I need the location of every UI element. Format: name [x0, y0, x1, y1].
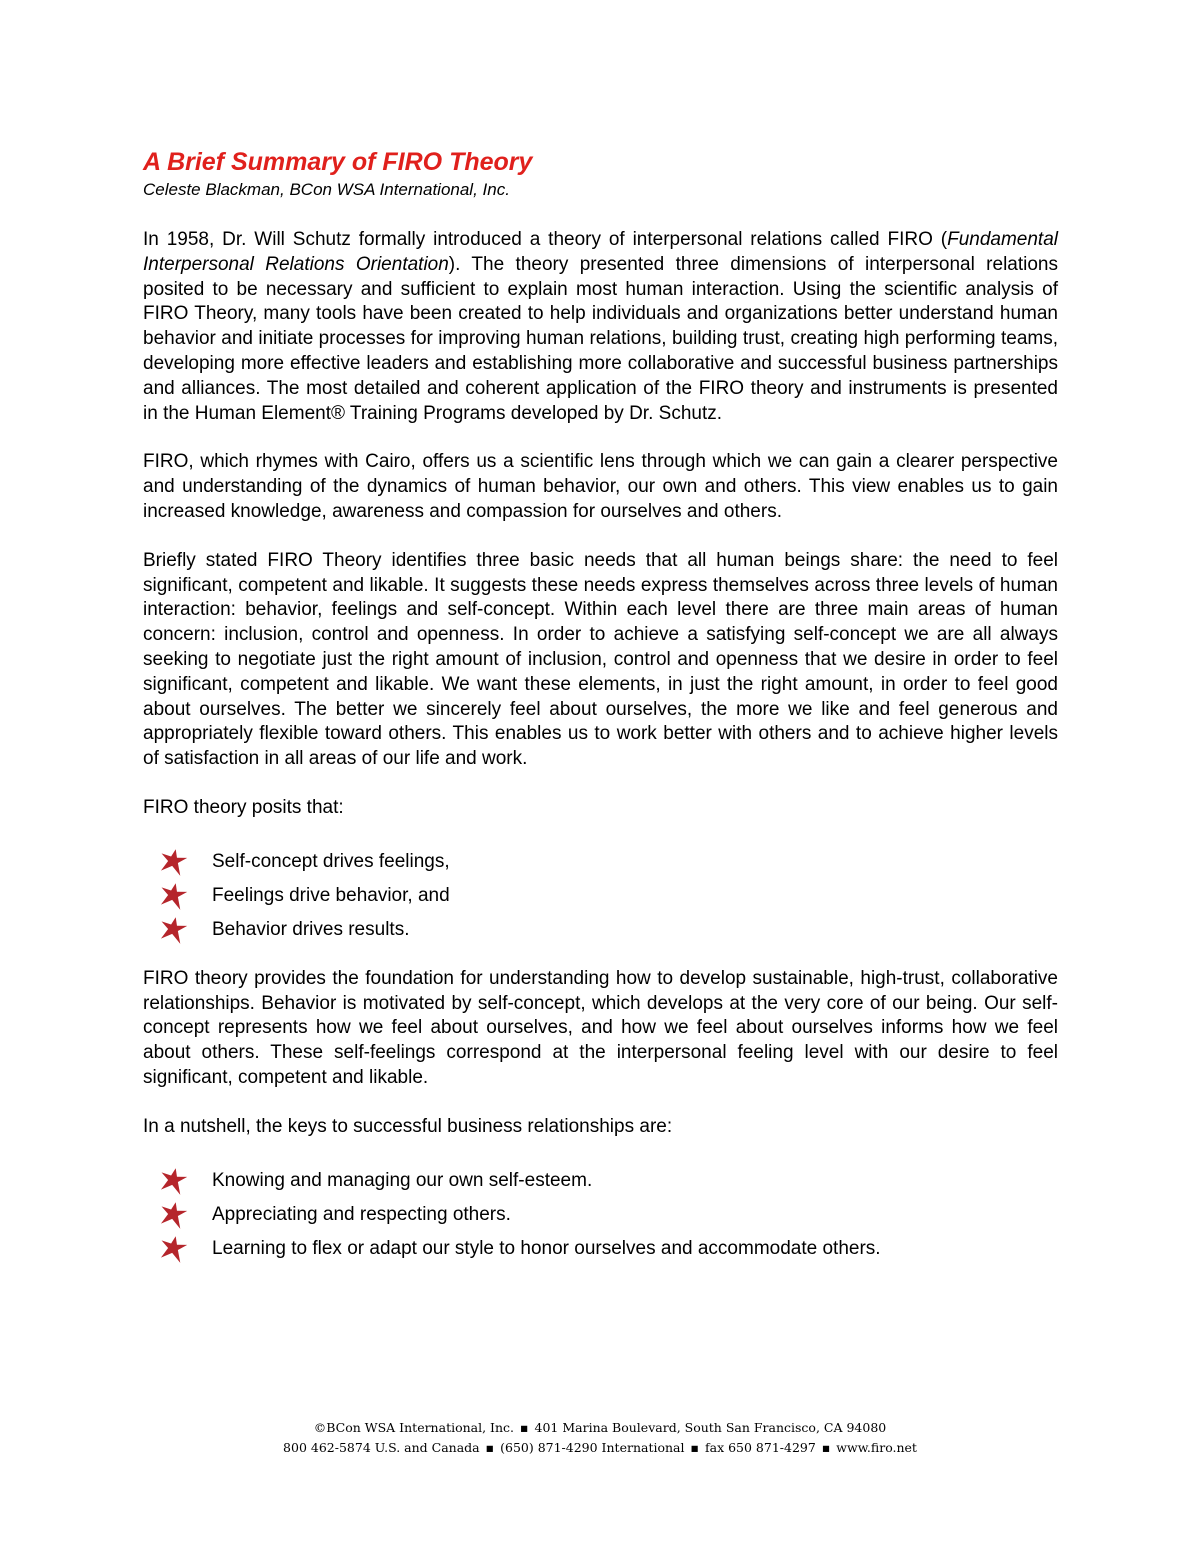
footer-phone-us: 800 462-5874 U.S. and Canada	[283, 1440, 480, 1455]
paragraph-intro-post: ). The theory presented three dimensions of interpersonal relations posited to be necessary and sufficient to explain most human interaction. Using the scientific analysis of FIRO Theory, many tools have been created to help individuals and organizations better understand human behavior and initiate processes for improving human relations, building trust, creating high performing teams, developing more effective leaders and establishing more collaborative and successful business partnerships and alliances. The most detailed and coherent application of the FIRO theory and instruments is presented in the Human Element® Training Programs developed by Dr. Schutz.	[143, 253, 1058, 424]
footer-website-link[interactable]: www.firo.net	[836, 1440, 917, 1455]
list-item-text: Knowing and managing our own self-esteem.	[212, 1169, 593, 1191]
red-star-bullet-icon	[159, 1235, 187, 1263]
posits-list	[143, 845, 1058, 947]
red-star-bullet-icon	[159, 882, 187, 910]
red-star-bullet-icon	[159, 848, 187, 876]
paragraph-intro	[143, 228, 1058, 426]
footer-copyright: ©BCon WSA International, Inc.	[313, 1420, 515, 1435]
list-item-text: Appreciating and respecting others.	[212, 1203, 511, 1225]
list-item-text: Learning to flex or adapt our style to honor ourselves and accommodate others.	[212, 1237, 881, 1259]
red-star-bullet-icon	[159, 1167, 187, 1195]
list-item	[143, 1164, 1058, 1198]
document-title: A Brief Summary of FIRO Theory	[143, 148, 533, 176]
footer-fax: fax 650 871-4297	[704, 1440, 816, 1455]
keys-list	[143, 1164, 1058, 1266]
footer-separator: ▪	[821, 1440, 831, 1455]
paragraph-nutshell: In a nutshell, the keys to successful business relationships are:	[143, 1115, 673, 1137]
red-star-bullet-icon	[159, 916, 187, 944]
footer-separator: ▪	[520, 1420, 529, 1435]
page-footer	[0, 1418, 1200, 1458]
red-star-bullet-icon	[159, 1201, 187, 1229]
paragraph-posits: FIRO theory posits that:	[143, 796, 344, 818]
document-byline: Celeste Blackman, BCon WSA International, Inc.	[143, 180, 510, 199]
list-item-text: Self-concept drives feelings,	[212, 850, 450, 872]
document-page	[143, 146, 1058, 1286]
list-item	[143, 845, 1058, 879]
paragraph-foundation: FIRO theory provides the foundation for understanding how to develop sustainable, high-trust, collaborative relationships. Behavior is motivated by self-concept, which develops at the very core of our being. Our self-concept represents how we feel about ourselves, and how we feel about ourselves informs how we feel about others. These self-feelings correspond at the interpersonal feeling level with our desire to feel significant, competent and likable.	[143, 967, 1058, 1088]
list-item-text: Behavior drives results.	[212, 918, 410, 940]
footer-separator: ▪	[690, 1440, 699, 1455]
paragraph-needs: Briefly stated FIRO Theory identifies three basic needs that all human beings share: the need to feel significant, competent and likable. It suggests these needs express themselves across three levels of human interaction: behavior, feelings and self-concept. Within each level there are three main areas of human concern: inclusion, control and openness. In order to achieve a satisfying self-concept we are all always seeking to negotiate just the right amount of inclusion, control and openness that we desire in order to feel significant, competent and likable. We want these elements, in just the right amount, in order to feel good about ourselves. The better we sincerely feel about ourselves, the more we like and feel generous and appropriately flexible toward others. This enables us to work better with others and to achieve higher levels of satisfaction in all areas of our life and work.	[143, 549, 1058, 770]
list-item	[143, 879, 1058, 913]
list-item-text: Feelings drive behavior, and	[212, 884, 450, 906]
footer-phone-intl: (650) 871-4290 International	[500, 1440, 685, 1455]
list-item	[143, 1198, 1058, 1232]
list-item	[143, 1232, 1058, 1266]
footer-line-1	[0, 1418, 1200, 1438]
footer-separator: ▪	[485, 1440, 495, 1455]
footer-address: 401 Marina Boulevard, South San Francisco, CA 94080	[534, 1420, 887, 1435]
paragraph-cairo: FIRO, which rhymes with Cairo, offers us a scientific lens through which we can gain a clearer perspective and understanding of the dynamics of human behavior, our own and others. This view enables us to gain increased knowledge, awareness and compassion for ourselves and others.	[143, 451, 1058, 522]
list-item	[143, 913, 1058, 947]
footer-line-2	[0, 1438, 1200, 1458]
paragraph-intro-pre: In 1958, Dr. Will Schutz formally introduced a theory of interpersonal relations called FIRO (	[143, 229, 948, 250]
paragraph-intro-emphasis: Fundamental Interpersonal Relations Orientation	[143, 229, 1058, 275]
